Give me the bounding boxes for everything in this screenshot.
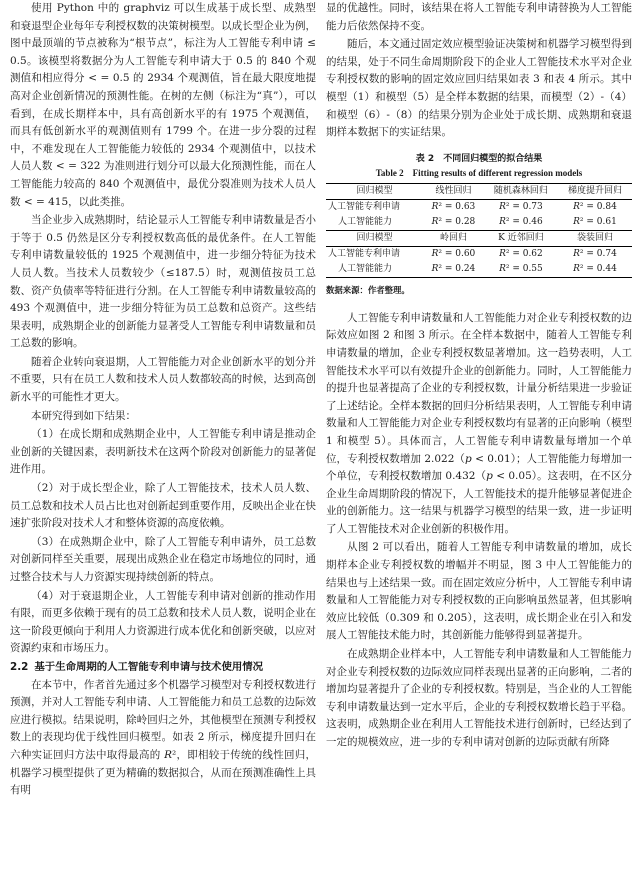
table-row xyxy=(326,215,632,231)
table-cell: 人工智能专利申请 xyxy=(326,199,423,215)
table-cell: R² = 0.60 xyxy=(423,246,484,262)
table-cell: 人工智能专利申请 xyxy=(326,246,423,262)
table-cell: R² = 0.46 xyxy=(499,216,543,227)
table-caption-cn: 表 2 不同回归模型的拟合结果 xyxy=(415,153,543,164)
paragraph-result-4: （4）对于衰退期企业，人工智能专利申请对创新的推动作用有限，而更多依赖于现有的员工总数和技术人员人数，说明企业在这一阶段更倾向于利用人力资源进行成本优化和创新突破，以应对资源约束和市场压力。 xyxy=(10,589,316,655)
table-header-cell: 回归模型 xyxy=(326,230,423,246)
table-cell: R² = 0.62 xyxy=(484,246,558,262)
table-cell: 人工智能能力 xyxy=(338,216,393,227)
left-column xyxy=(10,0,316,801)
table-cell: R² = 0.84 xyxy=(558,199,632,215)
right-column xyxy=(326,0,632,753)
table-header-cell: 线性回归 xyxy=(423,183,484,199)
table-header-cell: 梯度提升回归 xyxy=(558,183,632,199)
table-header-row xyxy=(326,230,632,246)
table-cell: R² = 0.24 xyxy=(423,262,484,278)
paragraph-marginal-effects: 人工智能专利申请数量和人工智能能力对企业专利授权数的边际效应如图 2 和图 3 所示。在全样本数据中，随着人工智能专利申请数量的增加，企业专利授权数显著增加。这一趋势表明，人工智能技术水平可以有效提升企业的创新能力。同时，人工智能能力的提升也显著提高了企业的专利授权数，计量分析结果进一步验证了上述结论。全样本数据的回归分析结果表明，人工智能专利申请数量和人工智能能力对企业专利授权数均有显著的正向影响（模型 1 和模型 5）。具体而言，人工智能专利申请数量每增加一个单位，专利授权数增加 2.022（p < 0.01）；人工智能能力每增加一个单位，专利授权数增加 0.432（p < 0.05）。这表明，在不区分企业生命周期阶段的情况下，人工智能技术的提升能够显著促进企业的创新能力。这一结果与机器学习模型的结果一致，进一步证明了人工智能技术对企业创新的积极作用。 xyxy=(326,311,632,535)
paragraph-decline-stage: 随着企业转向衰退期，人工智能能力对企业创新水平的划分并不重要，只有在员工人数和技术人员人数都较高的时候，达到高创新水平的可能性才更大。 xyxy=(10,355,316,404)
paragraph-decision-tree-growth: 使用 Python 中的 graphviz 可以生成基于成长型、成熟型和衰退型企业每年专利授权数的决策树模型。以成长型企业为例，图中最顶端的节点被称为“根节点”，标注为人工智能专利申请 ≤ 0.5。该模型将数据分为人工智能专利申请大于 0.5 的 840 个观测值和相应得分 < = 0.5 的 2934 个观测值，旨在最大限度地提高对企业创新情况的预测性能。在树的左侧（标注为“真”），可以看到，在成长期样本中，具有高创新水平的有 1975 个观测值，而具有低创新水平的观测值则有 1799 个。在进一步分裂的过程中，不难发现在人工智能能力较低的 2934 个观测值中，以技术人员人数 < = 322 为准则进行划分可以最大化预测性能，而在人工智能能力较高的 840 个观测值中，最优分裂准则为技术人员人数 < = 415，以此类推。 xyxy=(10,2,316,208)
paragraph-result-2: （2）对于成长型企业，除了人工智能技术，技术人员人数、员工总数和技术人员占比也对创新起到重要作用，反映出企业在快速扩张阶段对技术人才和整体资源的高度依赖。 xyxy=(10,482,316,530)
paragraph-figure-2: 从图 2 可以看出，随着人工智能专利申请数量的增加，成长期样本企业专利授权数的增幅并不明显，图 3 中人工智能能力的结果也与上述结果一致。而在固定效应分析中，人工智能专利申请数量和人工智能能力对专利授权数的正向影响虽然显著，但其影响效应比较低（0.309 和 0.205），这表明，成长期企业在引入和发展人工智能技术能力时，其创新能力能够得到显著提升。 xyxy=(326,541,632,642)
paragraph-mature-sample: 在成熟期企业样本中，人工智能专利申请数量和人工智能能力对企业专利授权数的边际效应同样表现出显著的正向影响，二者的增加均显著提升了企业的专利授权数。特别是，当企业的人工智能专利申请数量达到一定水平后，企业的专利授权数增长趋于平稳。这表明，成熟期企业在利用人工智能技术进行创新时，已经达到了一定的规模效应，进一步的专利申请对创新的边际贡献有所降 xyxy=(326,648,632,748)
table-cell: R² = 0.28 xyxy=(431,216,476,227)
paragraph-mature-stage: 当企业步入成熟期时，结论显示人工智能专利申请数量是否小于等于 0.5 仍然是区分专利授权数高低的最优条件。在人工智能专利申请数量较低的 1925 个观测值中，进一步细分特征为技术人员人数。当技术人员数较少（≤187.5）时，观测值按员工总数、资产负债率等特征进行分割。在人工智能专利申请数量较高的 493 个观测值中，进一步细分特征为员工总数和总资产。这些结果表明，成熟期企业的创新能力显著受人工智能专利申请数量和员工总数的影响。 xyxy=(10,214,316,350)
section-heading xyxy=(10,659,316,677)
fit-results-table xyxy=(326,183,632,278)
paragraph-ml-models: 在本节中，作者首先通过多个机器学习模型对专利授权数进行预测，并对人工智能专利申请、人工智能能力和员工总数的边际效应进行模拟。结果说明，除岭回归之外，其他模型在预测专利授权数上的表现均优于线性回归模型。如表 2 所示，梯度提升回归在六种实证回归方法中取得最高的 R²，即相较于传统的线性回归，机器学习模型提供了更为精确的数据拟合，从而在预测准确性上具有明 xyxy=(10,678,316,797)
table-cell: R² = 0.55 xyxy=(484,262,558,278)
table-header-cell: K 近邻回归 xyxy=(484,230,558,246)
table-row xyxy=(326,199,632,215)
table-header-row xyxy=(326,183,632,199)
table-row xyxy=(326,246,632,262)
table-cell: R² = 0.61 xyxy=(573,216,617,227)
table-cell: R² = 0.44 xyxy=(558,262,632,278)
table-cell: 人工智能能力 xyxy=(326,262,423,278)
table-header-cell: 随机森林回归 xyxy=(484,183,558,199)
paragraph-results-intro: 本研究得到如下结果： xyxy=(31,409,136,422)
table-header-cell: 回归模型 xyxy=(326,183,423,199)
paragraph-continuation: 显的优越性。同时，该结果在将人工智能专利申请替换为人工智能能力后依然保持不变。 xyxy=(326,2,632,32)
table-caption-en: Table 2 Fitting results of different regression models xyxy=(375,167,583,178)
section-number: 2.2 xyxy=(10,660,29,673)
paragraph-result-3: （3）在成熟期企业中，除了人工智能专利申请外，员工总数对创新同样至关重要，展现出成熟企业在稳定市场地位的同时，通过整合技术与人力资源实现持续创新的特点。 xyxy=(10,535,316,583)
table-cell: R² = 0.63 xyxy=(423,199,484,215)
paragraph-result-1: （1）在成长期和成熟期企业中，人工智能专利申请是推动企业创新的关键因素，表明新技术在这两个阶段对创新能力的显著促进作用。 xyxy=(10,428,316,476)
paragraph-fixed-effects: 随后，本文通过固定效应模型验证决策树和机器学习模型得到的结果，处于不同生命周期阶段下的企业人工智能技术水平对企业专利授权数的影响的固定效应回归结果如表 3 和表 4 所示。其中模型（1）和模型（5）是全样本数据的结果，而模型（2）-（4）和模型（6）-（8）的结果分别为企业处于成长期、成熟期和衰退期样本数据下的实证结果。 xyxy=(326,38,632,139)
section-title: 基于生命周期的人工智能专利申请与技术使用情况 xyxy=(34,660,264,673)
table-cell: R² = 0.73 xyxy=(484,199,558,215)
table-2 xyxy=(326,152,632,296)
table-source-note: 数据来源：作者整理。 xyxy=(326,284,410,295)
table-cell: R² = 0.74 xyxy=(558,246,632,262)
table-header-cell: 袋装回归 xyxy=(558,230,632,246)
table-row xyxy=(326,262,632,278)
table-header-cell: 岭回归 xyxy=(423,230,484,246)
